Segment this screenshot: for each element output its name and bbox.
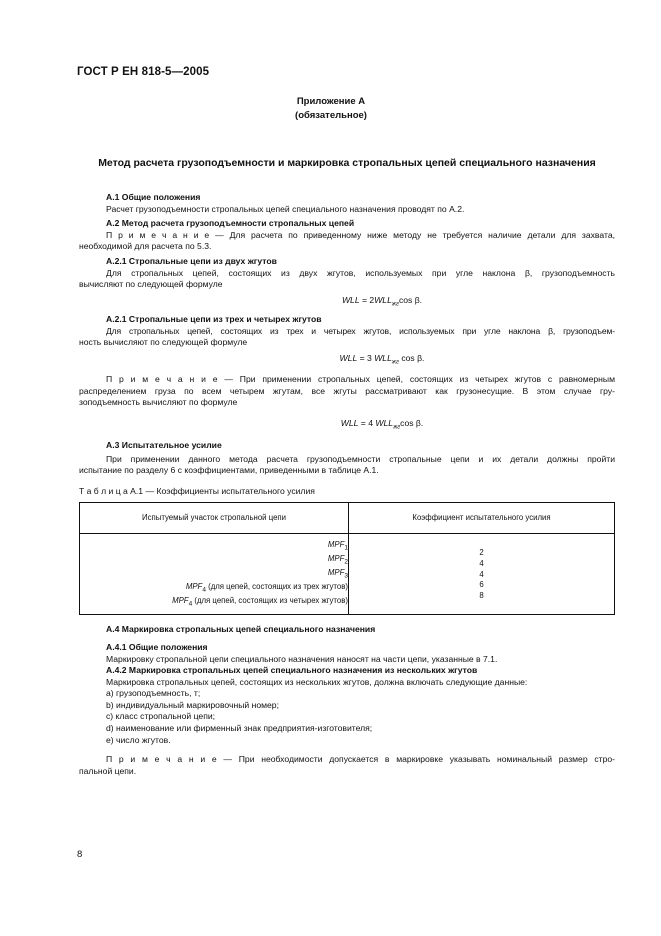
note-text: — При необходимости допускается в маркировке указывать номинальный размер стро- [216, 754, 615, 765]
table-value: 2 [479, 548, 484, 558]
appendix-subtitle: (обязательное) [295, 110, 367, 121]
note-a21b-line1 [79, 374, 615, 386]
formula-cos: cos β. [398, 352, 425, 363]
paragraph-a42-intro: Маркировка стропальных цепей, состоящих из нескольких жгутов, должна включать следующие данные: [106, 676, 528, 687]
list-item: e) число жгутов. [106, 734, 171, 745]
paragraph-a21-line2: вычисляют по следующей формуле [79, 279, 223, 290]
section-heading-a3: А.3 Испытательное усилие [106, 440, 222, 451]
formula-eq: = 4 [358, 417, 376, 428]
section-heading-a21b: А.2.1 Стропальные цепи из трех и четырех жгутов [106, 314, 322, 325]
paragraph-a21b-line1: Для стропальных цепей, состоящих из трех и четырех жгутов, используемых при угле наклона β, грузоподъем- [106, 325, 615, 336]
mpf-sub: 2 [344, 558, 348, 566]
note-label: П р и м е ч а н и е [106, 374, 218, 385]
paragraph-a21-line1: Для стропальных цепей, состоящих из двух жгутов, используемых при угле наклона β, грузоподъемность [106, 267, 615, 278]
note-text: — При применении стропальных цепей, состоящих из четырех жгутов с равномерным [217, 374, 616, 385]
list-item: c) класс стропальной цепи; [106, 711, 216, 722]
mpf-label: MPF [327, 553, 345, 563]
table-row [80, 540, 348, 554]
table-cell-values [349, 533, 615, 615]
mpf-sub: 4 [202, 586, 206, 594]
formula-sub: жг [391, 359, 399, 366]
formula-eq: = 2 [359, 294, 375, 305]
table-row [80, 582, 348, 596]
table-header-col1: Испытуемый участок стропальной цепи [80, 502, 349, 533]
mpf-label: MPF [327, 539, 345, 549]
mpf-label: MPF [185, 582, 203, 592]
mpf-label: MPF [327, 567, 345, 577]
formula-two-legs [79, 295, 615, 311]
table-cell-sections [80, 533, 349, 615]
section-heading-a41: А.4.1 Общие положения [106, 641, 208, 652]
note-a21b-line3: зоподъемность вычисляют по формуле [79, 397, 238, 408]
standard-header: ГОСТ Р ЕН 818-5—2005 [77, 66, 210, 78]
paragraph-a3-line2: испытание по разделу 6 с коэффициентами, приведенными в таблице А.1. [79, 465, 379, 476]
page-number: 8 [77, 849, 83, 860]
table-row [80, 568, 348, 582]
mpf-label: MPF [172, 596, 189, 606]
formula-lhs: WLL [341, 294, 360, 305]
list-item: a) грузоподъемность, т; [106, 688, 201, 699]
table-header-row [80, 502, 615, 533]
list-item: d) наименование или фирменный знак предприятия-изготовителя; [106, 723, 373, 734]
mpf-sub: 1 [344, 544, 348, 552]
formula-eq: = 3 [357, 352, 375, 363]
list-item: b) индивидуальный маркировочный номер; [106, 699, 279, 710]
paragraph-a3-line1: При применении данного метода расчета грузоподъемности стропальные цепи и их детали должны пройти [106, 453, 615, 464]
section-heading-a42: А.4.2 Маркировка стропальных цепей специального назначения из нескольких жгутов [106, 665, 478, 676]
main-title: Метод расчета грузоподъемности и маркировка стропальных цепей специального назначения [98, 157, 596, 169]
table-value: 6 [479, 580, 484, 590]
mpf-suffix: (для цепей, состоящих из четырех жгутов) [192, 596, 348, 606]
table-value: 8 [479, 590, 484, 600]
formula-cos: cos β. [400, 417, 424, 428]
formula-var: WLL [375, 417, 394, 428]
note-label: П р и м е ч а н и е [106, 754, 217, 765]
paragraph-a41: Маркировку стропальной цепи специального назначения наносят на части цепи, указанные в 7.1. [106, 653, 498, 664]
table-caption-label: Т а б л и ц а [79, 486, 128, 497]
formula-lhs: WLL [340, 417, 359, 428]
formula-cos: cos β. [398, 294, 423, 305]
table-header-col2: Коэффициент испытательного усилия [349, 502, 615, 533]
mpf-sub: 4 [188, 600, 193, 608]
appendix-title: Приложение А [296, 96, 366, 107]
section-heading-a1: А.1 Общие положения [106, 192, 201, 202]
table-body-row [80, 533, 615, 615]
note-a42-line1 [79, 754, 615, 766]
formula-var: WLL [374, 294, 392, 305]
formula-sub: жг [393, 424, 401, 431]
formula-var: WLL [374, 352, 392, 363]
formula-sub: жг [391, 301, 399, 308]
note-label: П р и м е ч а н и е [106, 229, 210, 240]
note-a2-line1 [79, 230, 615, 242]
section-heading-a4: А.4 Маркировка стропальных цепей специального назначения [106, 624, 376, 635]
table-row [80, 554, 348, 568]
section-heading-a2: А.2 Метод расчета грузоподъемности стропальных цепей [106, 218, 355, 229]
table-value: 4 [479, 559, 484, 569]
formula-three-legs [79, 353, 615, 369]
coefficients-table [79, 502, 615, 616]
mpf-suffix: (для цепей, состоящих из трех жгутов) [205, 582, 348, 592]
note-a21b-line2: распределением груза по всем четырем жгутам, все жгуты рассматривают как грузонесущие. В этом случае гру- [79, 385, 615, 396]
document-body [79, 189, 615, 777]
table-caption [79, 486, 615, 498]
mpf-sub: 3 [344, 572, 348, 580]
note-a2-line2: необходимой для расчета по 5.3. [79, 241, 212, 252]
table-caption-text: А.1 — Коэффициенты испытательного усилия [127, 486, 315, 497]
note-a42-line2: пальной цепи. [79, 765, 137, 776]
paragraph-a1: Расчет грузоподъемности стропальных цепей специального назначения проводят по А.2. [106, 203, 465, 214]
note-text: — Для расчета по приведенному ниже методу не требуется наличие детали для захвата, [209, 229, 615, 240]
formula-lhs: WLL [339, 352, 358, 363]
paragraph-a21b-line2: ность вычисляют по следующей формуле [79, 337, 248, 348]
table-row [80, 596, 348, 610]
formula-four-legs [79, 418, 615, 434]
section-heading-a21: А.2.1 Стропальные цепи из двух жгутов [106, 255, 277, 266]
table-value: 4 [479, 569, 484, 579]
